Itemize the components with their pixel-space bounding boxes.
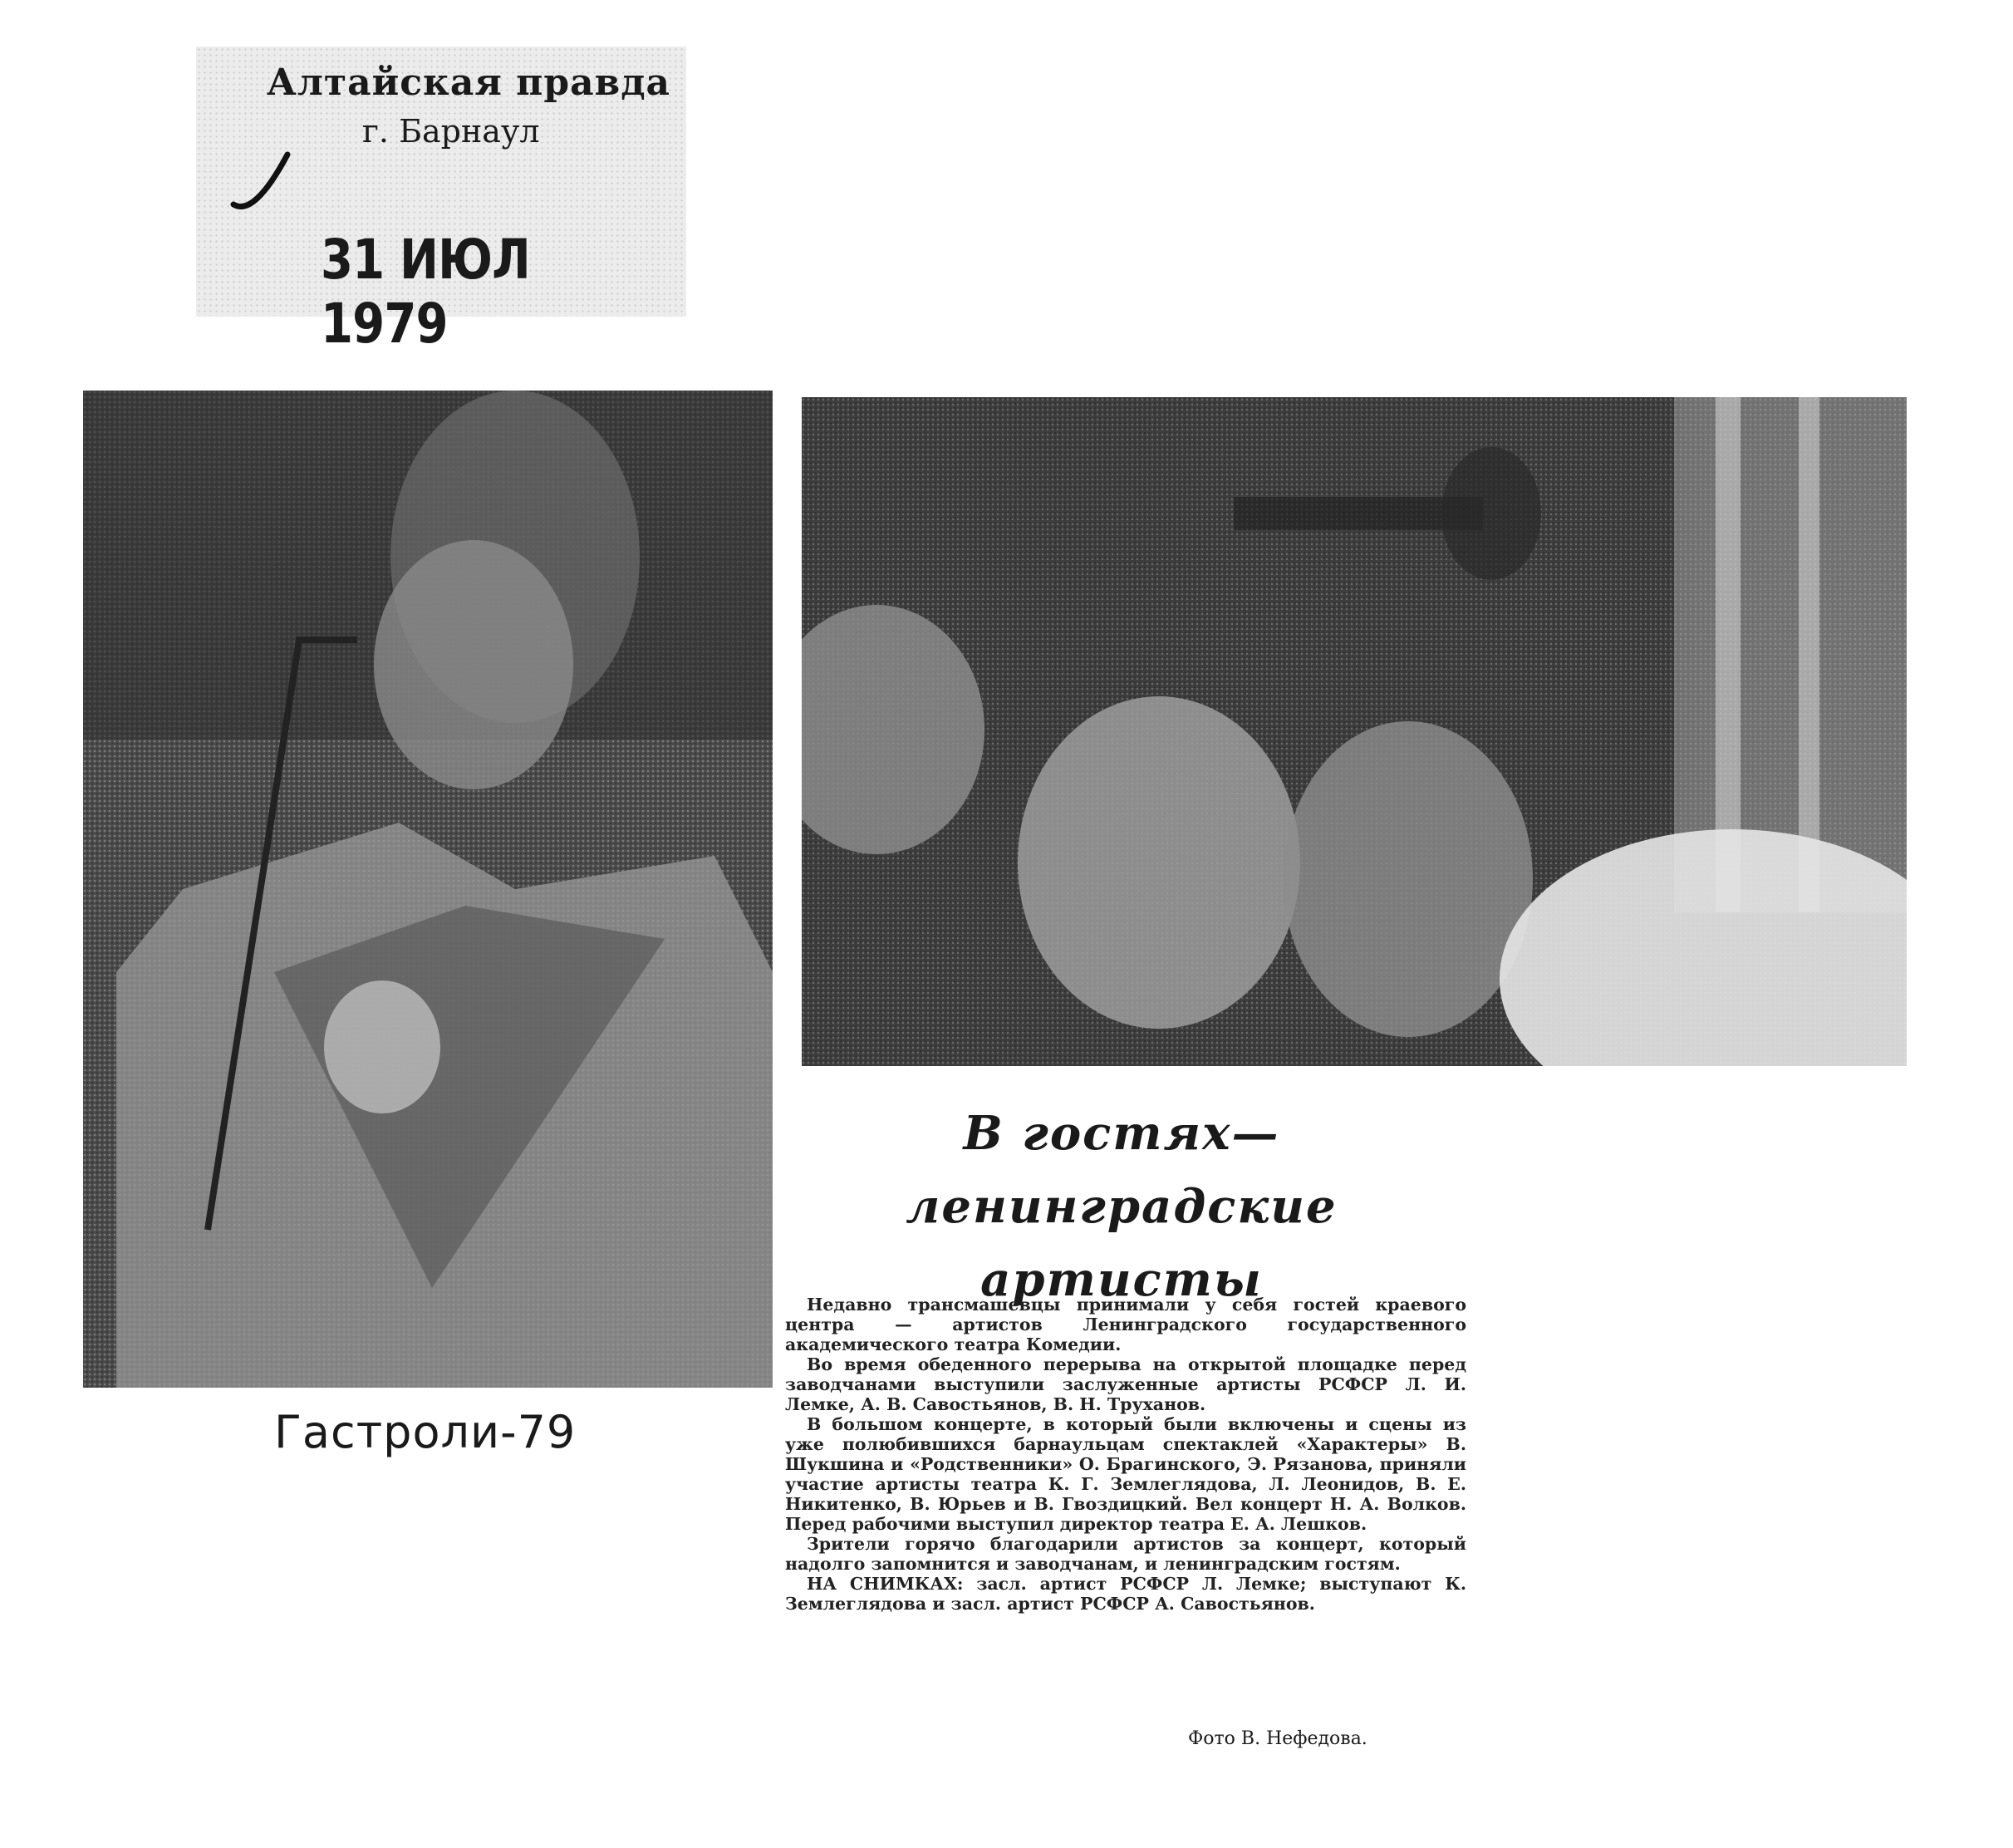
checkmark-icon: [229, 146, 304, 221]
photo-captions: НА СНИМКАХ: засл. артист РСФСР Л. Лемке; выступают К. Землеглядова и засл. артист РСФСР А. Савостьянов.: [785, 1574, 1466, 1614]
photo-credit: Фото В. Нефедова.: [1188, 1728, 1367, 1749]
headline-line-3: артисты: [980, 1252, 1263, 1307]
stage-performance-photo: [802, 397, 1907, 1066]
article-body: [785, 1295, 1466, 1614]
article-paragraph: В большом концерте, в который были включены и сцены из уже полюбившихся барнаульцам спектаклей «Характеры» В. Шукшина и «Родственники» О. Брагинского, Э. Рязанова, приняли участие артисты театра К. Г. Землеглядова, Л. Леонидов, В. Е. Никитенко, В. Юрьев и В. Гвоздицкий. Вел концерт Н. А. Волков. Перед рабочими выступил директор театра Е. А. Лешков.: [785, 1414, 1466, 1534]
headline-line-1: В гостях—: [963, 1106, 1280, 1161]
headline-line-2: ленинградские: [906, 1179, 1338, 1234]
article-paragraph: Недавно трансмашевцы принимали у себя гостей краевого центра — артистов Ленинградского государственного академического театра Комедии.: [785, 1295, 1466, 1354]
article-paragraph: Зрители горячо благодарили артистов за концерт, который надолго запомнится и заводчанам, и ленинградским гостям.: [785, 1534, 1466, 1574]
newspaper-name: Алтайская правда: [267, 61, 671, 104]
archive-stamp: [196, 47, 686, 356]
portrait-photo: [83, 391, 773, 1388]
newspaper-city: г. Барнаул: [362, 113, 540, 150]
stamp-date: 31 ИЮЛ 1979: [321, 228, 530, 356]
tour-caption: Гастроли-79: [274, 1406, 577, 1458]
article-paragraph: Во время обеденного перерыва на открытой площадке перед заводчанами выступили заслуженные артисты РСФСР Л. И. Лемке, А. В. Савостьянов, В. Н. Труханов.: [785, 1354, 1466, 1414]
article-headline: [798, 1097, 1446, 1316]
